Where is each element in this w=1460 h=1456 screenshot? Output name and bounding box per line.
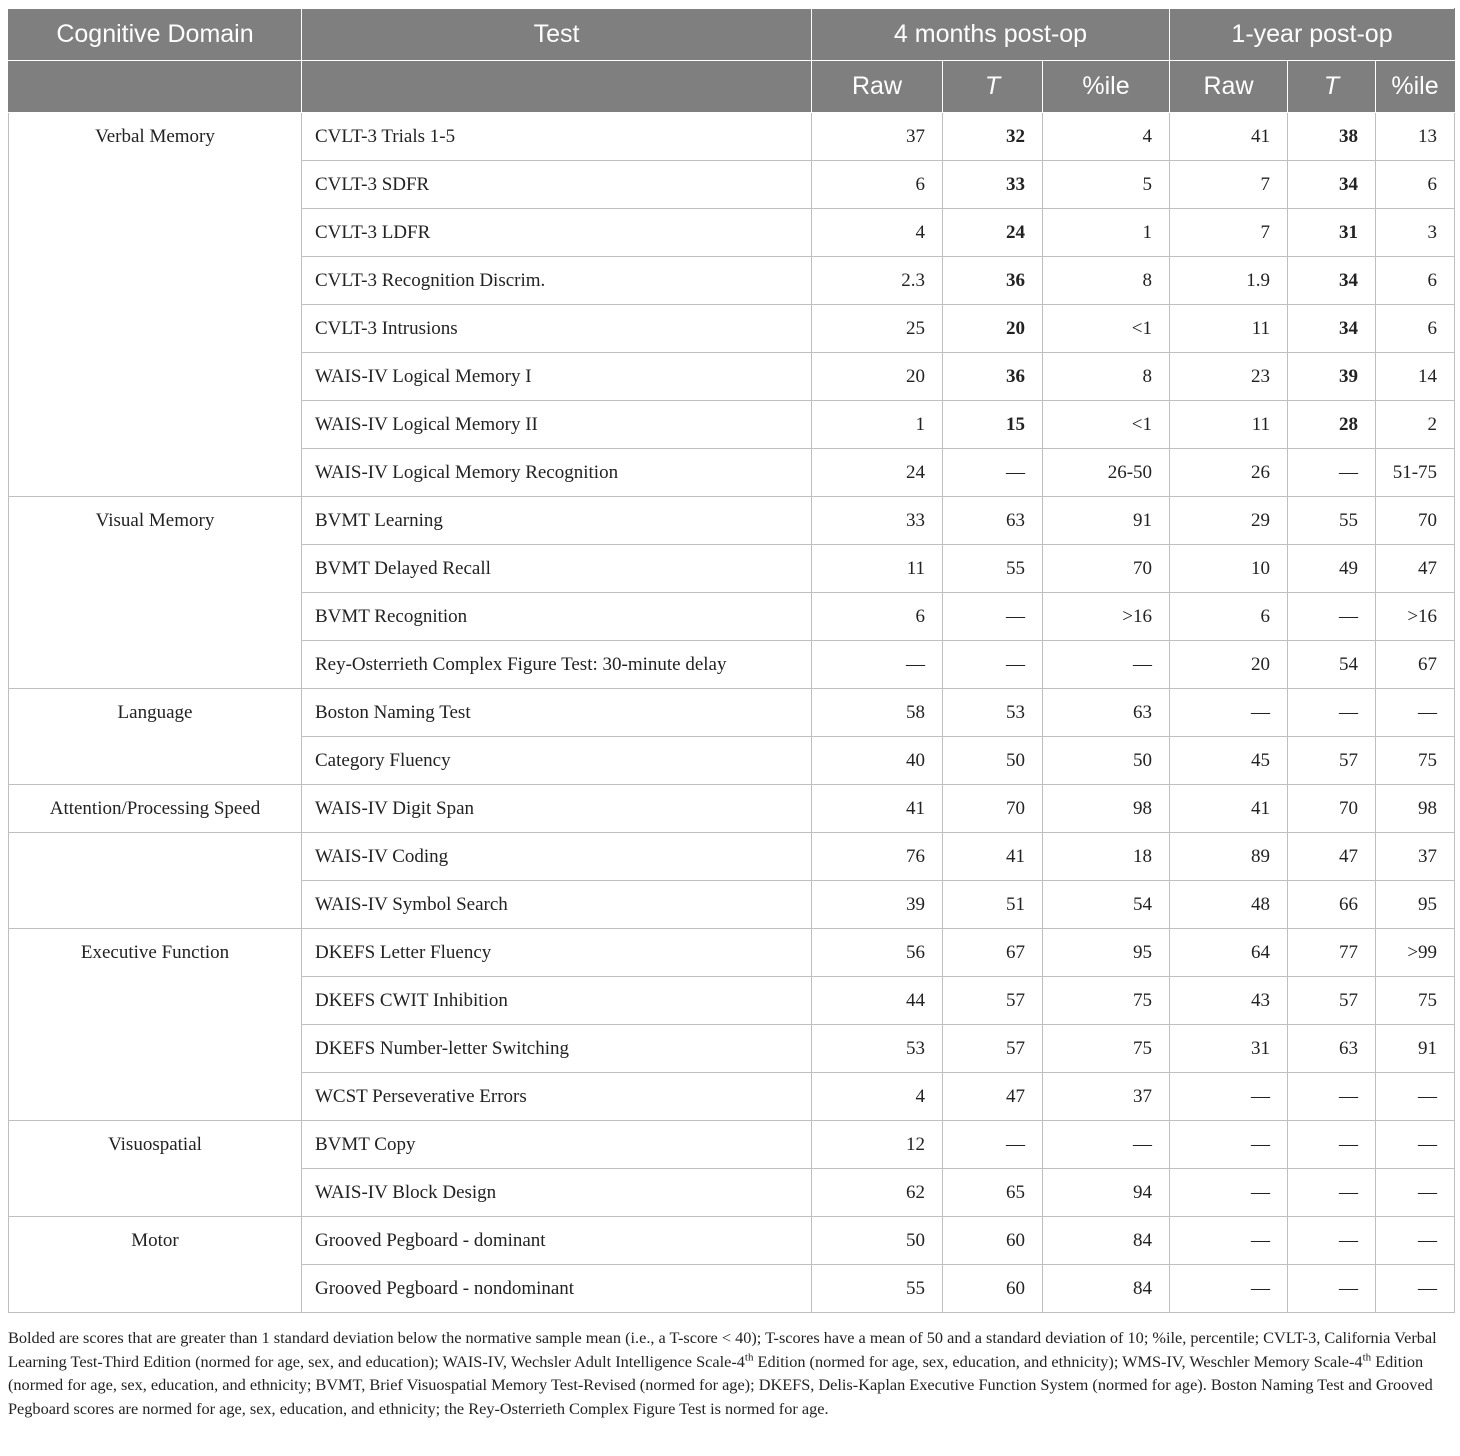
table-row — [9, 689, 1455, 737]
cell-percentile-4m: 50 — [1043, 737, 1170, 785]
cell-percentile-4m: — — [1043, 641, 1170, 689]
cell-t-4m: 15 — [943, 401, 1043, 449]
cell-cognitive-domain: Language — [9, 689, 302, 737]
cell-test: BVMT Delayed Recall — [302, 545, 812, 593]
table-row — [9, 1121, 1455, 1169]
cell-test: WAIS-IV Block Design — [302, 1169, 812, 1217]
cell-percentile-4m: 84 — [1043, 1265, 1170, 1313]
cell-test: CVLT-3 SDFR — [302, 161, 812, 209]
results-table-body — [9, 113, 1455, 1313]
cell-raw-1y: 6 — [1170, 593, 1288, 641]
table-row — [9, 977, 1455, 1025]
cell-percentile-4m: 94 — [1043, 1169, 1170, 1217]
cell-raw-1y: — — [1170, 1217, 1288, 1265]
cell-cognitive-domain: Attention/Processing Speed — [9, 785, 302, 833]
cell-t-4m: 32 — [943, 113, 1043, 161]
cell-test: Grooved Pegboard - dominant — [302, 1217, 812, 1265]
cell-test: BVMT Recognition — [302, 593, 812, 641]
table-row — [9, 641, 1455, 689]
cell-t-4m: — — [943, 449, 1043, 497]
cell-percentile-4m: 8 — [1043, 353, 1170, 401]
table-row — [9, 593, 1455, 641]
cell-raw-1y: 1.9 — [1170, 257, 1288, 305]
cell-cognitive-domain — [9, 353, 302, 401]
cell-raw-4m: 76 — [812, 833, 943, 881]
header-empty-domain — [9, 61, 302, 113]
cell-percentile-4m: 4 — [1043, 113, 1170, 161]
table-row — [9, 113, 1455, 161]
cell-raw-1y: 41 — [1170, 785, 1288, 833]
cell-test: WAIS-IV Logical Memory I — [302, 353, 812, 401]
cell-cognitive-domain — [9, 257, 302, 305]
cell-cognitive-domain — [9, 161, 302, 209]
cell-percentile-4m: 18 — [1043, 833, 1170, 881]
cell-percentile-4m: 75 — [1043, 977, 1170, 1025]
cell-percentile-4m: <1 — [1043, 401, 1170, 449]
cell-raw-1y: 11 — [1170, 305, 1288, 353]
cell-t-4m: — — [943, 1121, 1043, 1169]
cell-raw-4m: 2.3 — [812, 257, 943, 305]
cell-t-4m: 41 — [943, 833, 1043, 881]
cell-t-1y: 31 — [1288, 209, 1376, 257]
table-row — [9, 1265, 1455, 1313]
footnote-part-2: Edition (normed for age, sex, education, and ethnicity); WMS-IV, Weschler Memory Scale-4 — [753, 1351, 1363, 1371]
cell-raw-4m: 24 — [812, 449, 943, 497]
cell-test: DKEFS Letter Fluency — [302, 929, 812, 977]
cell-cognitive-domain: Visuospatial — [9, 1121, 302, 1169]
table-footnote — [8, 1326, 1454, 1421]
cell-t-4m: 55 — [943, 545, 1043, 593]
cell-test: WAIS-IV Coding — [302, 833, 812, 881]
cell-cognitive-domain — [9, 881, 302, 929]
cell-t-4m: — — [943, 641, 1043, 689]
cell-percentile-1y: 37 — [1376, 833, 1455, 881]
cell-percentile-1y: 75 — [1376, 977, 1455, 1025]
cell-t-1y: 38 — [1288, 113, 1376, 161]
cell-raw-1y: 64 — [1170, 929, 1288, 977]
cell-percentile-1y: 6 — [1376, 305, 1455, 353]
cell-percentile-1y: 51-75 — [1376, 449, 1455, 497]
cell-percentile-1y: — — [1376, 1217, 1455, 1265]
cell-test: CVLT-3 Intrusions — [302, 305, 812, 353]
cell-test: BVMT Copy — [302, 1121, 812, 1169]
cell-t-4m: 51 — [943, 881, 1043, 929]
cell-raw-1y: 43 — [1170, 977, 1288, 1025]
cell-percentile-4m: 95 — [1043, 929, 1170, 977]
table-row — [9, 209, 1455, 257]
table-row — [9, 1217, 1455, 1265]
header-test: Test — [302, 9, 812, 61]
cell-cognitive-domain — [9, 737, 302, 785]
cell-raw-1y: 48 — [1170, 881, 1288, 929]
cell-percentile-1y: 75 — [1376, 737, 1455, 785]
cell-raw-4m: 58 — [812, 689, 943, 737]
cell-raw-1y: 7 — [1170, 209, 1288, 257]
cell-percentile-1y: 13 — [1376, 113, 1455, 161]
cell-test: CVLT-3 LDFR — [302, 209, 812, 257]
table-row — [9, 1025, 1455, 1073]
footnote-sup-2: th — [1362, 1351, 1372, 1364]
cell-raw-1y: 20 — [1170, 641, 1288, 689]
cell-percentile-4m: 5 — [1043, 161, 1170, 209]
cell-cognitive-domain — [9, 305, 302, 353]
cell-t-1y: — — [1288, 689, 1376, 737]
cell-percentile-1y: 2 — [1376, 401, 1455, 449]
cell-raw-1y: 26 — [1170, 449, 1288, 497]
cell-percentile-4m: 98 — [1043, 785, 1170, 833]
header-cognitive-domain: Cognitive Domain — [9, 9, 302, 61]
cell-raw-1y: 23 — [1170, 353, 1288, 401]
cell-raw-1y: 45 — [1170, 737, 1288, 785]
table-row — [9, 305, 1455, 353]
cell-cognitive-domain — [9, 1073, 302, 1121]
cell-raw-4m: 62 — [812, 1169, 943, 1217]
cell-t-1y: 54 — [1288, 641, 1376, 689]
cell-percentile-4m: 37 — [1043, 1073, 1170, 1121]
cell-t-1y: — — [1288, 1121, 1376, 1169]
table-row — [9, 545, 1455, 593]
cell-test: Category Fluency — [302, 737, 812, 785]
cell-raw-4m: 20 — [812, 353, 943, 401]
cell-percentile-1y: 14 — [1376, 353, 1455, 401]
cell-percentile-4m: 84 — [1043, 1217, 1170, 1265]
cell-t-1y: — — [1288, 593, 1376, 641]
cell-t-4m: 53 — [943, 689, 1043, 737]
cell-raw-4m: 6 — [812, 593, 943, 641]
cell-test: BVMT Learning — [302, 497, 812, 545]
cell-t-4m: 67 — [943, 929, 1043, 977]
cell-raw-4m: 56 — [812, 929, 943, 977]
cell-percentile-1y: 95 — [1376, 881, 1455, 929]
header-row-top — [9, 9, 1455, 61]
cell-test: WAIS-IV Symbol Search — [302, 881, 812, 929]
cell-test: CVLT-3 Trials 1-5 — [302, 113, 812, 161]
cell-cognitive-domain: Visual Memory — [9, 497, 302, 545]
cell-test: Boston Naming Test — [302, 689, 812, 737]
table-row — [9, 161, 1455, 209]
cell-test: CVLT-3 Recognition Discrim. — [302, 257, 812, 305]
cell-cognitive-domain — [9, 449, 302, 497]
cell-test: WAIS-IV Logical Memory Recognition — [302, 449, 812, 497]
cell-test: DKEFS CWIT Inhibition — [302, 977, 812, 1025]
cell-test: WCST Perseverative Errors — [302, 1073, 812, 1121]
cell-t-4m: 60 — [943, 1217, 1043, 1265]
cell-t-4m: 20 — [943, 305, 1043, 353]
cell-t-1y: 47 — [1288, 833, 1376, 881]
cell-raw-4m: 25 — [812, 305, 943, 353]
cell-percentile-4m: 26-50 — [1043, 449, 1170, 497]
cell-t-4m: 33 — [943, 161, 1043, 209]
cell-raw-4m: 6 — [812, 161, 943, 209]
cell-t-4m: 50 — [943, 737, 1043, 785]
table-row — [9, 737, 1455, 785]
cell-t-1y: 34 — [1288, 161, 1376, 209]
cell-percentile-4m: 70 — [1043, 545, 1170, 593]
cell-t-1y: 28 — [1288, 401, 1376, 449]
cell-percentile-4m: <1 — [1043, 305, 1170, 353]
cell-cognitive-domain — [9, 1025, 302, 1073]
table-row — [9, 401, 1455, 449]
cell-raw-4m: 53 — [812, 1025, 943, 1073]
cell-cognitive-domain — [9, 401, 302, 449]
cell-t-1y: — — [1288, 1265, 1376, 1313]
cell-raw-4m: 39 — [812, 881, 943, 929]
cell-raw-1y: 89 — [1170, 833, 1288, 881]
header-t-1y: T — [1288, 61, 1376, 113]
table-row — [9, 353, 1455, 401]
cell-percentile-1y: 6 — [1376, 257, 1455, 305]
table-row — [9, 881, 1455, 929]
cell-percentile-1y: >99 — [1376, 929, 1455, 977]
table-row — [9, 785, 1455, 833]
cell-raw-1y: — — [1170, 1121, 1288, 1169]
header-t-4m: T — [943, 61, 1043, 113]
cell-raw-4m: 37 — [812, 113, 943, 161]
cell-cognitive-domain — [9, 593, 302, 641]
table-row — [9, 1169, 1455, 1217]
cell-t-1y: 55 — [1288, 497, 1376, 545]
cell-cognitive-domain: Executive Function — [9, 929, 302, 977]
cell-percentile-4m: 54 — [1043, 881, 1170, 929]
results-table — [8, 8, 1455, 1313]
cell-t-4m: 36 — [943, 353, 1043, 401]
cell-percentile-4m: — — [1043, 1121, 1170, 1169]
header-raw-4m: Raw — [812, 61, 943, 113]
cell-cognitive-domain — [9, 209, 302, 257]
cell-percentile-4m: >16 — [1043, 593, 1170, 641]
cell-cognitive-domain — [9, 977, 302, 1025]
cell-cognitive-domain — [9, 1265, 302, 1313]
cell-t-1y: 34 — [1288, 257, 1376, 305]
cell-t-4m: 70 — [943, 785, 1043, 833]
cell-cognitive-domain: Verbal Memory — [9, 113, 302, 161]
cell-raw-1y: 11 — [1170, 401, 1288, 449]
table-row — [9, 449, 1455, 497]
cell-t-4m: 65 — [943, 1169, 1043, 1217]
cell-raw-4m: 40 — [812, 737, 943, 785]
cell-t-1y: 70 — [1288, 785, 1376, 833]
cell-t-1y: 34 — [1288, 305, 1376, 353]
cell-t-4m: 57 — [943, 1025, 1043, 1073]
cell-raw-1y: — — [1170, 1169, 1288, 1217]
cell-percentile-1y: 91 — [1376, 1025, 1455, 1073]
header-percentile-1y: %ile — [1376, 61, 1455, 113]
cell-t-1y: — — [1288, 1169, 1376, 1217]
cell-test: WAIS-IV Digit Span — [302, 785, 812, 833]
cell-percentile-1y: 6 — [1376, 161, 1455, 209]
cell-percentile-4m: 1 — [1043, 209, 1170, 257]
table-row — [9, 929, 1455, 977]
cell-cognitive-domain — [9, 833, 302, 881]
cell-cognitive-domain — [9, 545, 302, 593]
cell-t-1y: 63 — [1288, 1025, 1376, 1073]
cell-test: WAIS-IV Logical Memory II — [302, 401, 812, 449]
cell-raw-4m: 41 — [812, 785, 943, 833]
cell-t-1y: 57 — [1288, 737, 1376, 785]
cell-t-4m: 47 — [943, 1073, 1043, 1121]
table-row — [9, 257, 1455, 305]
cell-test: Rey-Osterrieth Complex Figure Test: 30-minute delay — [302, 641, 812, 689]
header-1-year-post-op: 1-year post-op — [1170, 9, 1455, 61]
cell-percentile-4m: 8 — [1043, 257, 1170, 305]
cell-percentile-1y: 98 — [1376, 785, 1455, 833]
table-row — [9, 833, 1455, 881]
table-row — [9, 1073, 1455, 1121]
cell-cognitive-domain: Motor — [9, 1217, 302, 1265]
cell-raw-4m: 44 — [812, 977, 943, 1025]
cell-raw-4m: 55 — [812, 1265, 943, 1313]
cell-percentile-1y: 47 — [1376, 545, 1455, 593]
cell-t-1y: 39 — [1288, 353, 1376, 401]
cell-t-4m: — — [943, 593, 1043, 641]
cell-raw-1y: 7 — [1170, 161, 1288, 209]
cell-t-1y: — — [1288, 1073, 1376, 1121]
cell-raw-1y: 10 — [1170, 545, 1288, 593]
cell-raw-4m: 4 — [812, 1073, 943, 1121]
cell-percentile-1y: >16 — [1376, 593, 1455, 641]
cell-raw-4m: 1 — [812, 401, 943, 449]
cell-t-1y: — — [1288, 1217, 1376, 1265]
cell-t-1y: 77 — [1288, 929, 1376, 977]
cell-percentile-1y: 67 — [1376, 641, 1455, 689]
cell-percentile-1y: 70 — [1376, 497, 1455, 545]
cell-cognitive-domain — [9, 641, 302, 689]
cell-t-4m: 63 — [943, 497, 1043, 545]
cell-percentile-4m: 91 — [1043, 497, 1170, 545]
cell-t-4m: 57 — [943, 977, 1043, 1025]
header-row-sub — [9, 61, 1455, 113]
cell-raw-1y: 31 — [1170, 1025, 1288, 1073]
cell-percentile-4m: 63 — [1043, 689, 1170, 737]
cell-test: Grooved Pegboard - nondominant — [302, 1265, 812, 1313]
header-raw-1y: Raw — [1170, 61, 1288, 113]
cell-raw-1y: — — [1170, 1265, 1288, 1313]
header-empty-test — [302, 61, 812, 113]
results-table-container — [8, 8, 1454, 1313]
cell-percentile-1y: 3 — [1376, 209, 1455, 257]
cell-percentile-1y: — — [1376, 1265, 1455, 1313]
table-row — [9, 497, 1455, 545]
cell-raw-4m: — — [812, 641, 943, 689]
cell-raw-4m: 50 — [812, 1217, 943, 1265]
cell-raw-1y: 29 — [1170, 497, 1288, 545]
cell-percentile-1y: — — [1376, 1073, 1455, 1121]
cell-raw-1y: — — [1170, 689, 1288, 737]
footnote-sup-1: th — [744, 1351, 754, 1364]
cell-t-1y: — — [1288, 449, 1376, 497]
cell-raw-4m: 33 — [812, 497, 943, 545]
header-percentile-4m: %ile — [1043, 61, 1170, 113]
cell-t-4m: 36 — [943, 257, 1043, 305]
cell-t-4m: 60 — [943, 1265, 1043, 1313]
cell-raw-1y: 41 — [1170, 113, 1288, 161]
cell-test: DKEFS Number-letter Switching — [302, 1025, 812, 1073]
cell-t-1y: 66 — [1288, 881, 1376, 929]
cell-raw-4m: 4 — [812, 209, 943, 257]
cell-percentile-1y: — — [1376, 689, 1455, 737]
cell-t-1y: 57 — [1288, 977, 1376, 1025]
cell-raw-1y: — — [1170, 1073, 1288, 1121]
cell-t-4m: 24 — [943, 209, 1043, 257]
cell-cognitive-domain — [9, 1169, 302, 1217]
cell-raw-4m: 12 — [812, 1121, 943, 1169]
cell-t-1y: 49 — [1288, 545, 1376, 593]
header-4-months-post-op: 4 months post-op — [812, 9, 1170, 61]
footnote-part-1: Bolded are scores that are greater than 1 standard deviation below the normative sample mean (i.e., a T-score < 40); T-scores have a mean of 50 and a standard deviation of 10; %ile, percentile; CVLT-3, California Verbal Learning Test-Third Edition (normed for age, sex, and education); WAIS-IV, Wechsler Adult Intelligence Scale-4 — [8, 1328, 1437, 1371]
cell-raw-4m: 11 — [812, 545, 943, 593]
cell-percentile-1y: — — [1376, 1121, 1455, 1169]
cell-percentile-1y: — — [1376, 1169, 1455, 1217]
cell-percentile-4m: 75 — [1043, 1025, 1170, 1073]
footnote-part-3: Edition (normed for age, sex, education, and ethnicity; BVMT, Brief Visuospatial Memory Test-Revised (normed for age); DKEFS, Delis-Kaplan Executive Function System (normed for age). Boston Naming Test and Grooved Pegboard scores are normed for age, sex, education, and ethnicity; the Rey-Osterrieth Complex Figure Test is normed for age. — [8, 1351, 1433, 1419]
